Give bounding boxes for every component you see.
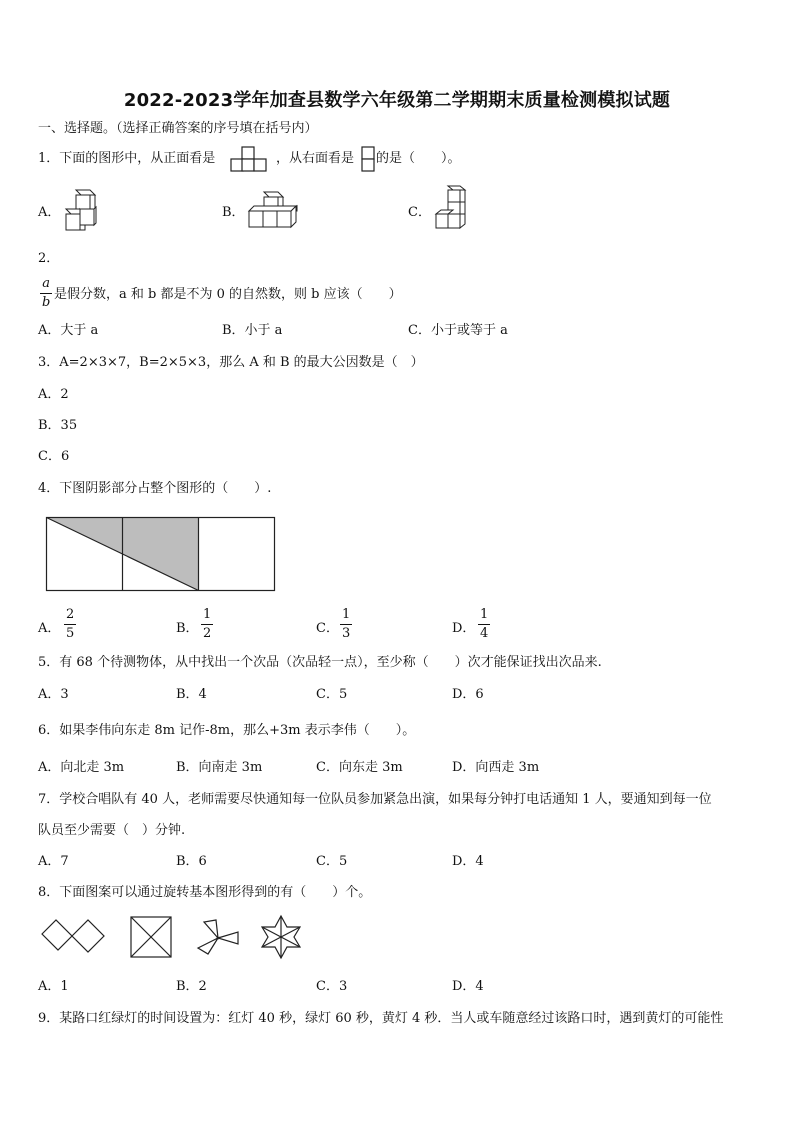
q3-option-b[interactable]: B．35 bbox=[38, 418, 78, 433]
q7-option-a[interactable]: A．7 bbox=[38, 854, 69, 869]
front-view-icon bbox=[230, 146, 274, 172]
q4-option-a-fraction bbox=[64, 608, 76, 641]
q7-option-b[interactable]: B．6 bbox=[176, 854, 207, 869]
section-heading: 一、选择题。（选择正确答案的序号填在括号内） bbox=[38, 121, 318, 136]
q6-option-a[interactable]: A．向北走 3m bbox=[38, 760, 125, 775]
q4-c-denominator: 3 bbox=[342, 626, 351, 641]
q7-text-line2: 队员至少需要（ ）分钟. bbox=[38, 823, 186, 838]
q4-d-denominator: 4 bbox=[480, 626, 489, 641]
pinwheel-figure bbox=[194, 918, 244, 958]
q5-option-a[interactable]: A．3 bbox=[38, 687, 69, 702]
q1-option-a[interactable]: A． bbox=[38, 205, 61, 220]
crossed-square-figure bbox=[130, 916, 172, 958]
q4-option-c[interactable]: C． bbox=[316, 621, 339, 636]
six-point-star-figure bbox=[258, 914, 304, 960]
q8-option-c[interactable]: C．3 bbox=[316, 979, 348, 994]
q4-d-numerator: 1 bbox=[480, 607, 489, 622]
q8-option-a[interactable]: A．1 bbox=[38, 979, 69, 994]
q5-option-c[interactable]: C．5 bbox=[316, 687, 348, 702]
page-title: 2022-2023学年加查县数学六年级第二学期期末质量检测模拟试题 bbox=[123, 90, 671, 111]
q2-option-b[interactable]: B．小于 a bbox=[222, 323, 283, 338]
q6-option-d[interactable]: D．向西走 3m bbox=[452, 760, 540, 775]
q6-text: 6．如果李伟向东走 8m 记作-8m，那么+3m 表示李伟（ ）。 bbox=[38, 723, 416, 738]
q9-text: 9．某路口红绿灯的时间设置为：红灯 40 秒，绿灯 60 秒，黄灯 4 秒．当人或车随意经过该路口时，遇到黄灯的可能性 bbox=[38, 1011, 724, 1026]
q2-fraction-numerator: a bbox=[42, 276, 51, 291]
shaded-rectangle-figure bbox=[46, 517, 275, 591]
q4-a-numerator: 2 bbox=[66, 607, 75, 622]
q4-option-d-fraction bbox=[478, 608, 490, 641]
q2-text: 是假分数，a 和 b 都是不为 0 的自然数，则 b 应该（ ） bbox=[54, 287, 402, 302]
double-square-figure bbox=[40, 916, 106, 956]
q2-option-c[interactable]: C．小于或等于 a bbox=[408, 323, 508, 338]
q4-option-b[interactable]: B． bbox=[176, 621, 199, 636]
q4-option-c-fraction bbox=[340, 608, 352, 641]
q7-option-d[interactable]: D．4 bbox=[452, 854, 484, 869]
cube-stack-b-icon bbox=[246, 188, 306, 232]
q7-option-c[interactable]: C．5 bbox=[316, 854, 348, 869]
q3-text: 3．A=2×3×7，B=2×5×3，那么 A 和 B 的最大公因数是（ ） bbox=[38, 355, 424, 370]
q1-option-c[interactable]: C． bbox=[408, 205, 431, 220]
right-view-icon bbox=[360, 146, 376, 174]
q1-text-a: 1．下面的图形中，从正面看是 bbox=[38, 151, 216, 166]
q1-text-b: ，从右面看是 bbox=[276, 151, 355, 166]
q3-option-a[interactable]: A．2 bbox=[38, 387, 69, 402]
q4-b-numerator: 1 bbox=[203, 607, 212, 622]
q4-a-denominator: 5 bbox=[66, 626, 75, 641]
q8-option-d[interactable]: D．4 bbox=[452, 979, 484, 994]
q8-text: 8．下面图案可以通过旋转基本图形得到的有（ ）个。 bbox=[38, 885, 372, 900]
cube-stack-c-icon bbox=[432, 184, 472, 238]
q2-fraction bbox=[40, 277, 52, 310]
q3-option-c[interactable]: C．6 bbox=[38, 449, 70, 464]
q4-c-numerator: 1 bbox=[342, 607, 351, 622]
q4-option-d[interactable]: D． bbox=[452, 621, 476, 636]
q2-number: 2． bbox=[38, 251, 60, 266]
q5-text: 5．有 68 个待测物体，从中找出一个次品（次品轻一点），至少称（ ）次才能保证找出次品来. bbox=[38, 655, 602, 670]
q5-option-b[interactable]: B．4 bbox=[176, 687, 207, 702]
q4-b-denominator: 2 bbox=[203, 626, 212, 641]
q7-text-line1: 7．学校合唱队有 40 人，老师需要尽快通知每一位队员参加紧急出演，如果每分钟打电话通知 1 人，要通知到每一位 bbox=[38, 792, 712, 807]
q1-text-c: 的是（ ）。 bbox=[376, 151, 461, 166]
q2-option-a[interactable]: A．大于 a bbox=[38, 323, 99, 338]
q4-option-b-fraction bbox=[201, 608, 213, 641]
q4-option-a[interactable]: A． bbox=[38, 621, 61, 636]
q1-option-b[interactable]: B． bbox=[222, 205, 245, 220]
q6-option-b[interactable]: B．向南走 3m bbox=[176, 760, 263, 775]
q2-fraction-denominator: b bbox=[42, 295, 51, 310]
q6-option-c[interactable]: C．向东走 3m bbox=[316, 760, 403, 775]
q8-option-b[interactable]: B．2 bbox=[176, 979, 207, 994]
q4-text: 4．下图阴影部分占整个图形的（ ）. bbox=[38, 481, 272, 496]
q5-option-d[interactable]: D．6 bbox=[452, 687, 484, 702]
cube-stack-a-icon bbox=[62, 188, 98, 236]
